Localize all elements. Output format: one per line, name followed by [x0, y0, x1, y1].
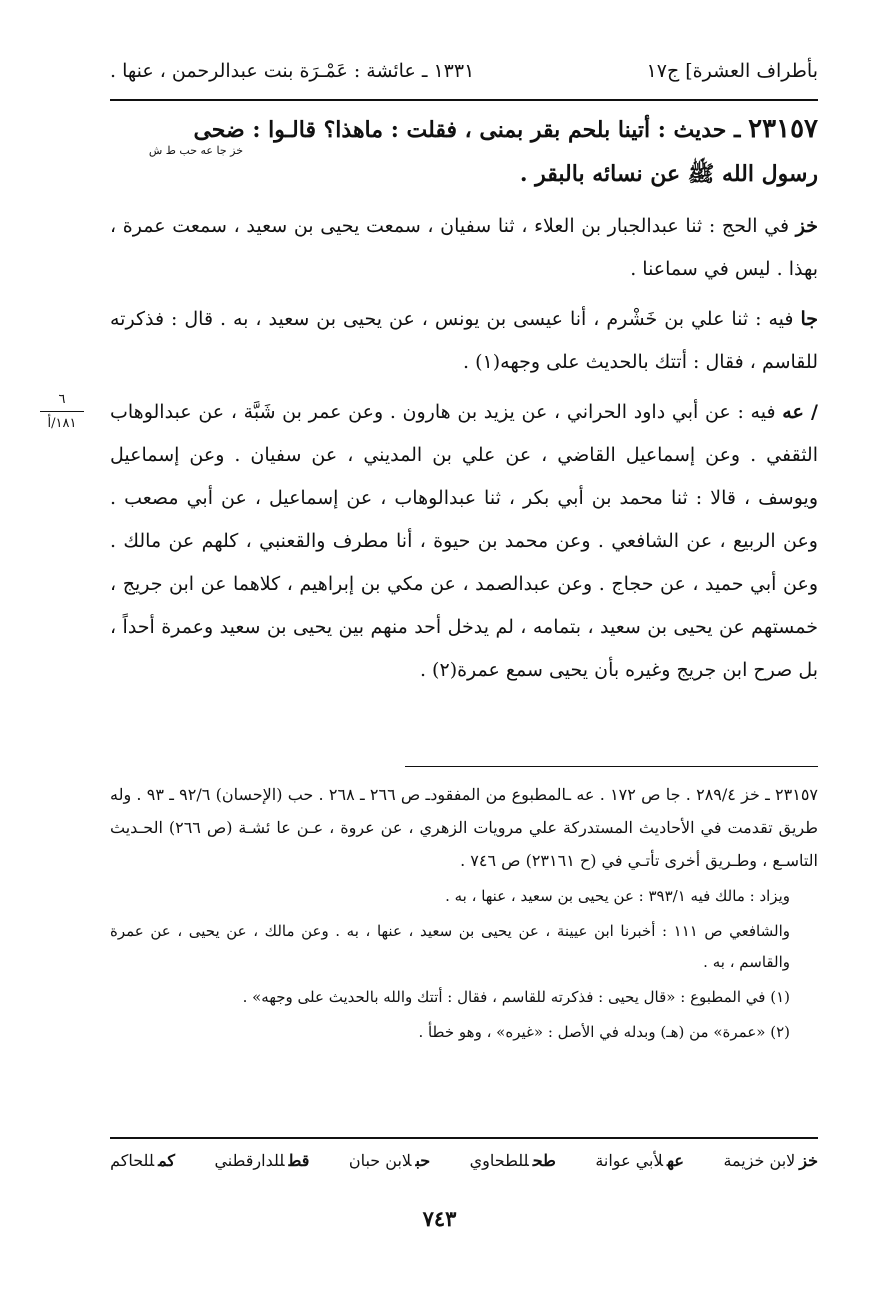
manuscript-folio-note	[40, 392, 84, 431]
folio-divider	[40, 411, 84, 412]
hadith-title-line	[110, 112, 818, 147]
header-volume: بأطراف العشرة] ج١٧	[646, 60, 818, 82]
legend-item: عهلأبي عوانة	[595, 1151, 684, 1170]
footnote-addition-shafii: والشافعي ص ١١١ : أخبرنا ابن عيينة ، عن يحيى بن سعيد ، عنها ، به . وعن مالك ، عن يحيى ، عن عمرة والقاسم ، به .	[110, 922, 790, 971]
footnote-1: (١) في المطبوع : «قال يحيى : فذكرته للقاسم ، فقال : أتتك والله بالحديث على وجهه» .	[242, 988, 790, 1006]
legend-item: طحللطحاوي	[469, 1151, 556, 1170]
hadith-title: ـ حديث : أتينا بلحم بقر بمنى ، فقلت : ماهذا؟ قالـوا : ضحى	[193, 117, 741, 143]
legend-item: كمللحاكم	[110, 1151, 175, 1170]
legend-item: خزلابن خزيمة	[723, 1151, 818, 1170]
paragraph-text: في الحج : ثنا عبدالجبار بن العلاء ، ثنا سفيان ، سمعت يحيى بن سعيد ، سمعت عمرة ، بهذا . ليس في سماعنا .	[110, 215, 818, 280]
hadith-number: ٢٣١٥٧	[748, 114, 818, 144]
legend-divider	[110, 1137, 818, 1139]
hadith-entry	[110, 112, 818, 191]
legend-item: حبلابن حبان	[348, 1151, 431, 1170]
source-abbr: / عه	[782, 401, 819, 423]
source-abbr: جا	[800, 308, 818, 330]
footnote-2: (٢) «عمرة» من (هـ) وبدله في الأصل : «غيره» ، وهو خطأ .	[418, 1023, 790, 1041]
source-abbr: خز	[795, 215, 818, 237]
page-number: ٧٤٣	[422, 1206, 457, 1231]
footnote-divider	[405, 766, 818, 767]
footnote-sources: ٢٣١٥٧ ـ خز ٢٨٩/٤ . جا ص ١٧٢ . عه ـالمطبوع من المفقودـ ص ٢٦٦ ـ ٢٦٨ . حب (الإحسان) ٩٢/٦ ـ ٩٣ . وله طريق تقدمت في الأحاديث المستدركة علي مرويات الزهري ، عن عروة ، عـن عا ئشـة (ص ٢٦٦) الحـديث التاسـع ، وطـريق أخرى تأتـي في (ح ٢٣١٦١) ص ٧٤٦ .	[110, 785, 819, 870]
paragraph-text: فيه : عن أبي داود الحراني ، عن يزيد بن هارون . وعن عمر بن شَبَّة ، عن عبدالوهاب الثقفي . وعن إسماعيل القاضي ، عن علي بن المديني ، عن سفيان . وعن إسماعيل ويوسف ، قالا : ثنا محمد بن أبي بكر ، ثنا عبدالوهاب ، عن إسماعيل ، عن أبي مصعب . وعن الربيع ، عن الشافعي . وعن محمد بن حيوة ، أنا مطرف والقعنبي ، كلهم عن مالك . وعن أبي حميد ، عن حجاج . وعن عبدالصمد ، عن مكي بن إبراهيم ، كلاهما عن ابن جريج ، خمستهم عن يحيى بن سعيد ، بتمامه ، لم يدخل أحد منهم بين يحيى بن سعيد وعمرة أحداً ، بل صرح ابن جريج وغيره بأن يحيى سمع عمرة(٢) .	[110, 401, 818, 681]
source-sigla: خز جا عه حب ط ش	[148, 144, 243, 157]
folio-bottom: ١٨١/أ	[47, 416, 77, 431]
footnote-addition-malik: ويزاد : مالك فيه ٣٩٣/١ : عن يحيى بن سعيد ، عنها ، به .	[445, 887, 790, 905]
paragraph-khuz	[110, 205, 818, 291]
footnotes	[110, 778, 818, 1048]
running-header	[110, 54, 818, 88]
hadith-title-continuation: رسول الله ﷺ عن نسائه بالبقر .	[519, 161, 818, 187]
folio-top: ٦	[58, 392, 66, 407]
header-divider	[110, 99, 818, 101]
paragraph-ja	[110, 298, 818, 384]
header-chapter: ١٣٣١ ـ عائشة : عَمْـرَة بنت عبدالرحمن ، عنها .	[110, 60, 475, 82]
legend-item: قطللدارقطني	[214, 1151, 310, 1170]
paragraph-text: فيه : ثنا علي بن خَشْرم ، أنا عيسى بن يونس ، عن يحيى بن سعيد ، به . قال : فذكرته للقاسم ، فقال : أتتك بالحديث على وجهه(١) .	[110, 308, 818, 373]
abbreviation-legend	[110, 1151, 818, 1170]
paragraph-ah	[110, 391, 818, 692]
hadith-body	[110, 205, 818, 699]
